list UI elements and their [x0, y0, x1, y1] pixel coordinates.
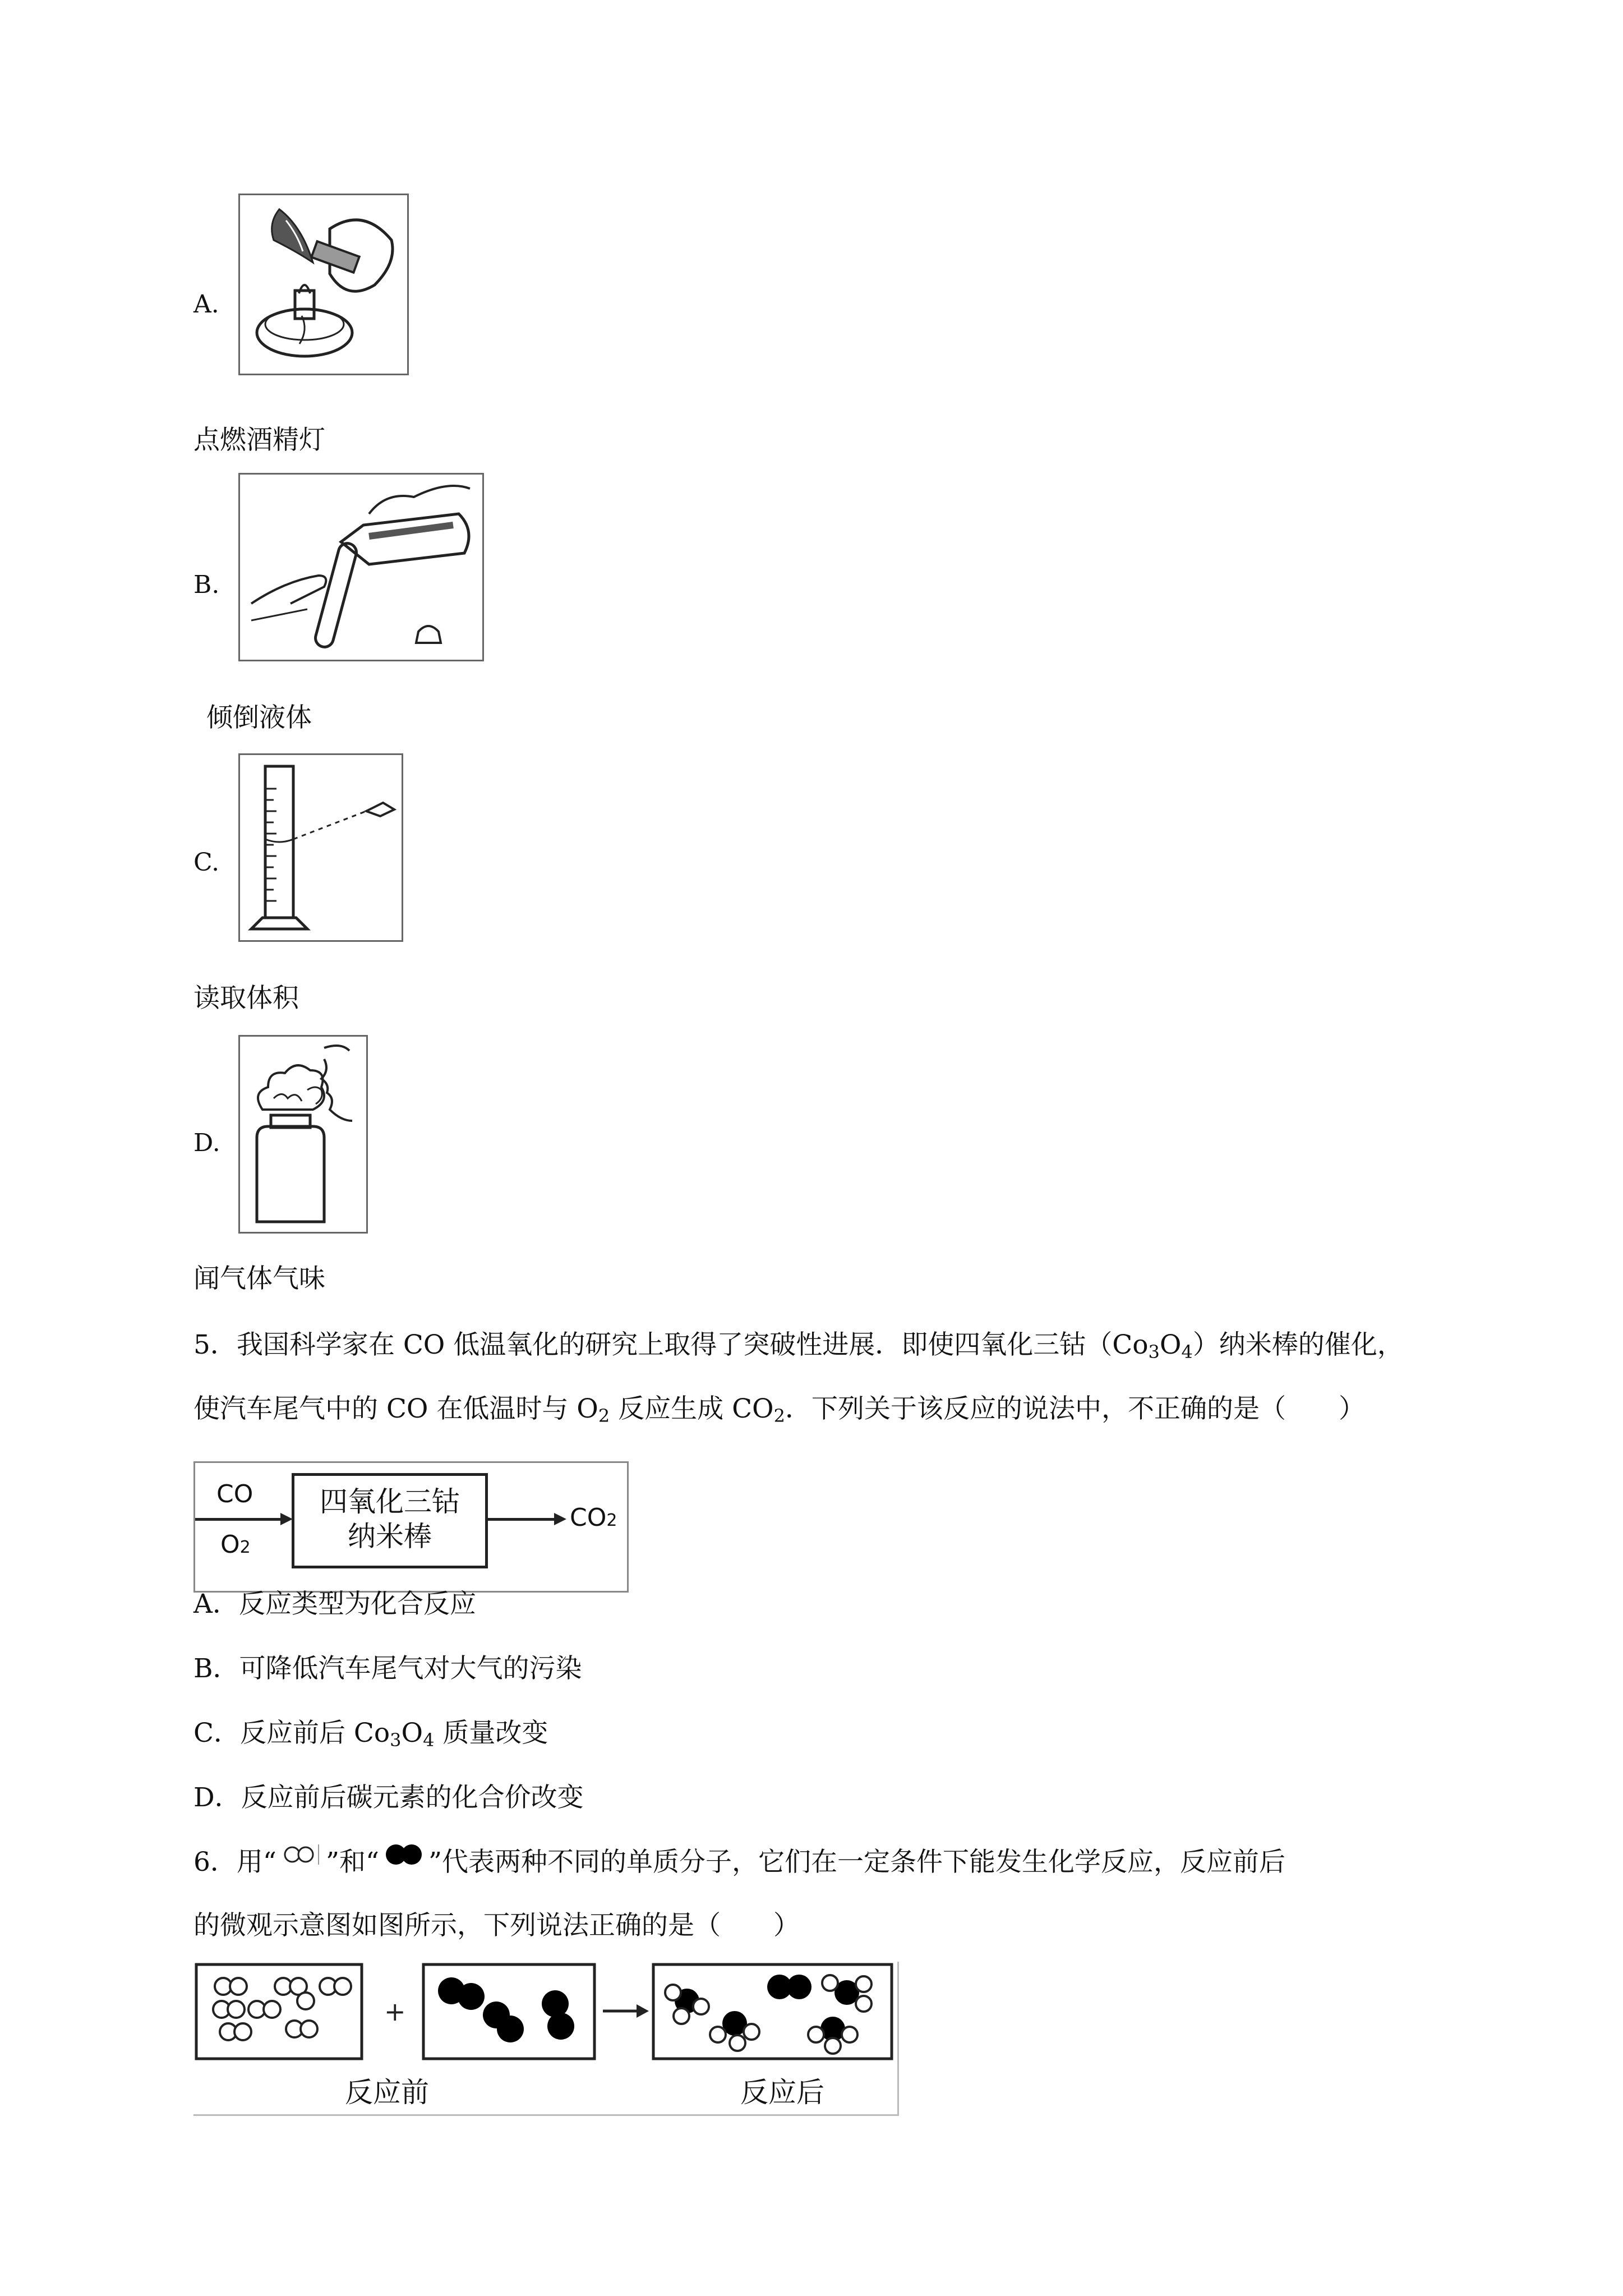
option-c-letter: C. [193, 848, 220, 877]
white-molecules-group [213, 1978, 351, 2040]
black-molecule-symbol [379, 1842, 428, 1867]
q5-option-c-subscript-1: 3 [390, 1729, 402, 1751]
q5-option-c [193, 1717, 548, 1757]
q5-line1-text-c: ）纳米棒的催化， [1192, 1329, 1404, 1360]
catalyst-label-line-2: 纳米棒 [348, 1520, 432, 1553]
q5-option-b [193, 1652, 582, 1686]
reactant-o2-subscript: 2 [239, 1538, 251, 1557]
option-c-caption: 读取体积 [193, 983, 299, 1014]
q5-option-a-letter: A． [193, 1589, 239, 1619]
q6-line1-text-a: 6．用“ [193, 1847, 276, 1878]
product-molecules-group [665, 1975, 872, 2054]
q6-line1-text-b: ”和“ [325, 1847, 379, 1878]
q5-line1-text-a: 5．我国科学家在 CO 低温氧化的研究上取得了突破性进展．即使四氧化三钴（Co [193, 1329, 1149, 1360]
black-molecule-icon [379, 1842, 428, 1867]
pouring-liquid-illustration [240, 475, 482, 660]
reading-volume-figure [238, 753, 403, 942]
graduated-cylinder-illustration [240, 755, 402, 940]
after-label: 反应后 [740, 2076, 824, 2109]
reactant-co-label: CO [216, 1480, 253, 1508]
product-co2-subscript: 2 [606, 1511, 617, 1530]
reactant-o2-label [220, 1530, 251, 1559]
q5-line2-text-c: ．下列关于该反应的说法中，不正确的是（ ） [785, 1393, 1365, 1424]
q6-line1-text-c: ”代表两种不同的单质分子，它们在一定条件下能发生化学反应，反应前后 [428, 1847, 1286, 1878]
q5-option-a-text: 反应类型为化合反应 [238, 1589, 476, 1619]
q5-option-b-letter: B． [193, 1653, 239, 1684]
q5-option-c-letter: C． [193, 1718, 240, 1749]
q5-option-c-subscript-2: 4 [423, 1729, 435, 1751]
molecule-reaction-illustration [193, 1962, 897, 2114]
option-d-letter: D. [193, 1129, 220, 1157]
output-arrow-line [485, 1518, 557, 1521]
black-molecules-group [438, 1977, 574, 2042]
pouring-liquid-figure [238, 473, 484, 661]
input-arrow-line [195, 1518, 285, 1521]
product-co2-label [570, 1503, 617, 1532]
white-molecule-symbol [276, 1842, 326, 1867]
gas-bottle-illustration [240, 1037, 366, 1232]
q5-option-c-text-c: 质量改变 [434, 1718, 548, 1749]
catalyst-box [292, 1473, 488, 1568]
q5-option-a [193, 1588, 476, 1621]
q5-line2-subscript-2: 2 [773, 1405, 785, 1427]
q5-line2-subscript-1: 2 [598, 1405, 610, 1427]
q6-reaction-diagram [193, 1962, 899, 2116]
option-d-caption: 闻气体气味 [193, 1263, 325, 1294]
option-a-letter: A. [193, 290, 219, 319]
q5-line2-text-b: 反应生成 CO [610, 1393, 774, 1424]
product-co2-symbol: CO [570, 1503, 607, 1532]
reactant-o2-symbol: O [220, 1530, 240, 1559]
q5-stem-line-2 [193, 1392, 1365, 1433]
q6-stem-line-1 [193, 1846, 1285, 1879]
reaction-arrow-head [637, 2004, 649, 2018]
q5-option-b-text: 可降低汽车尾气对大气的污染 [239, 1653, 582, 1684]
q5-option-c-text-a: 反应前后 Co [239, 1718, 390, 1749]
q5-line2-text-a: 使汽车尾气中的 CO 在低温时与 O [193, 1393, 598, 1424]
q5-option-d-letter: D． [193, 1782, 241, 1813]
q5-option-d-text: 反应前后碳元素的化合价改变 [241, 1782, 584, 1813]
q5-option-c-text-b: O [401, 1718, 423, 1749]
q5-line1-text-b: O [1159, 1329, 1182, 1360]
q5-line1-subscript-1: 3 [1148, 1341, 1160, 1363]
before-label: 反应前 [345, 2076, 429, 2109]
alcohol-lamp-lighting-figure [238, 194, 409, 375]
catalyst-label-line-1: 四氧化三钴 [320, 1485, 460, 1518]
option-b-letter: B. [193, 570, 220, 599]
plus-sign: + [384, 1996, 406, 2027]
smelling-gas-figure [238, 1035, 368, 1234]
alcohol-lamp-illustration [240, 195, 407, 374]
output-arrow-head [554, 1513, 566, 1525]
q5-line1-subscript-2: 4 [1181, 1341, 1193, 1363]
q5-reaction-diagram [193, 1461, 629, 1593]
q6-stem-line-2: 的微观示意图如图所示，下列说法正确的是（ ） [193, 1910, 800, 1941]
option-a-caption: 点燃酒精灯 [193, 425, 325, 455]
q5-option-d [193, 1781, 584, 1815]
white-molecule-icon [276, 1842, 326, 1867]
q5-stem-line-1 [193, 1328, 1404, 1369]
input-arrow-head [280, 1513, 293, 1525]
option-b-caption: 倾倒液体 [206, 702, 312, 733]
